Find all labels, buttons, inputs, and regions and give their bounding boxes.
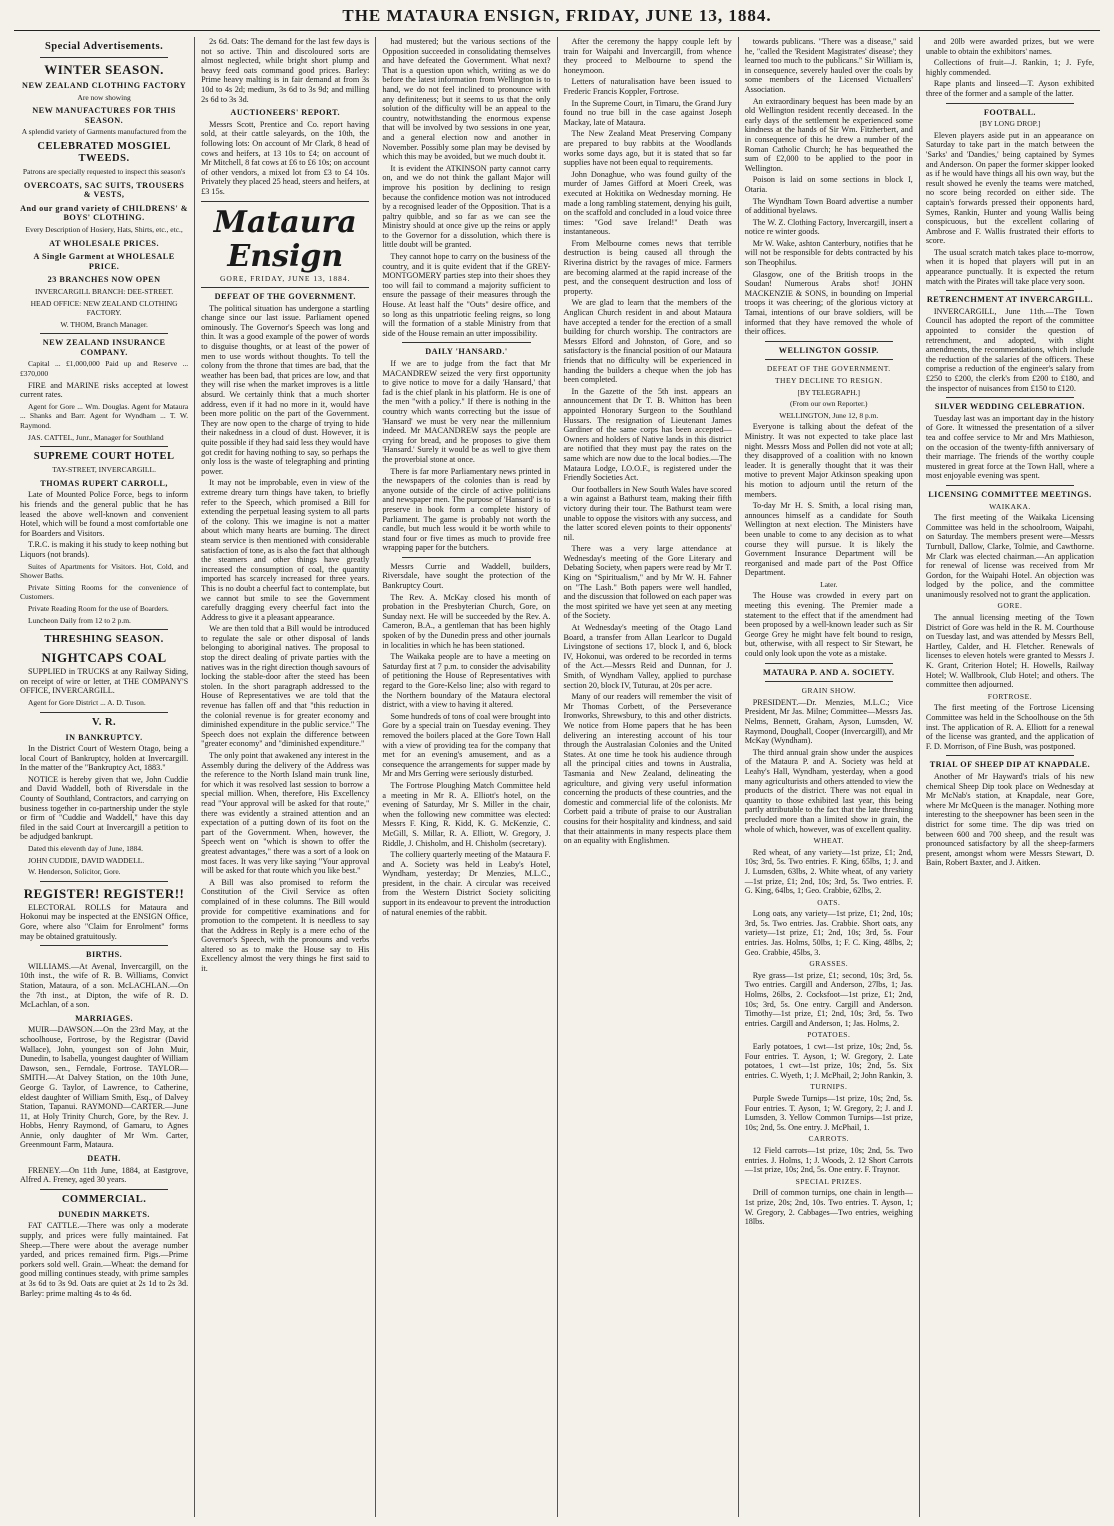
divider xyxy=(40,712,168,713)
signed-text: JOHN CUDDIE, DAVID WADDELL. xyxy=(28,855,145,865)
society-heading: MATAURA P. AND A. SOCIETY. xyxy=(763,667,895,677)
dated-text: Dated this eleventh day of June, 1884. xyxy=(28,844,143,854)
turnips-text: Purple Swede Turnips—1st prize, 10s; 2nd, 5s. Four entries. T. Ayson, 1; W. Gregory, 2; J. and J. Lumsden, 3. Yellow Common Turnips—1st prize, 10s; 2nd, 5s. One entry. J. McPhail, 1. xyxy=(744,1093,913,1132)
trc-text: T.R.C. is making it his study to keep nothing but Liquors (not brands). xyxy=(20,540,189,559)
divider xyxy=(765,663,893,664)
nightcaps-heading: NIGHTCAPS COAL xyxy=(41,650,167,666)
column-5 xyxy=(739,37,920,1517)
marriages-heading: MARRIAGES. xyxy=(75,1013,134,1023)
branches-text: 23 BRANCHES NOW OPEN xyxy=(47,275,161,285)
now-showing: Are now showing xyxy=(77,92,131,102)
waikaka-text: The first meeting of the Waikaka Licensing Committee was held in the schoolroom, Waipahi, on Saturday. The members present were—Messrs Turnbull, Dallow, Clarke, Tolmie, and Cawthorne. Mr Clark was elected chairman.—An application for renewal of license was received from Mr Gordon, for the Waipahi Hotel. An objection was lodged by the police, and the committee unanimously resolved not to grant the application. xyxy=(925,513,1095,599)
masthead: THE MATAURA ENSIGN, FRIDAY, JUNE 13, 1884. xyxy=(14,6,1100,31)
notice-text: NOTICE is hereby given that we, John Cuddie and David Waddell, both of Riversdale in the County of Southland, Contractors, and carrying on business together in co-partnership under the style or firm of "Cuddie and Waddell," have this day filed in the said Court at Invercargill a petition to be adjudged bankrupt. xyxy=(20,774,189,842)
column-3 xyxy=(376,37,557,1517)
news-item: Messrs Currie and Waddell, builders, Riversdale, have sought the protection of the Bankruptcy Court. xyxy=(382,561,551,591)
capital-text: Capital ... £1,000,000 Paid up and Reserve ... £370,000 xyxy=(20,359,189,379)
divider xyxy=(40,333,168,334)
news-item: Many of our readers will remember the visit of Mr Thomas Corbett, of the Perseverance Ironworks, Shrewsbury, to this and other districts. We notice from Home papers that he has been delivering an interesting account of his tour through the Australasian Colonies and the United States. At one time he took his audience through all the principal cities and towns in Australia, Tasmania and New Zealand, delineating the agriculture, and giving very useful information concerning the products of these countries, and the domestic and commercial life of the colonists. Mr Corbett paid a tribute of praise to our Australian cousins for their hospitality and kindness, and said that their attainments in many respects place them on an equality with Englishmen. xyxy=(563,692,732,846)
grasses-text: Rye grass—1st prize, £1; second, 10s; 3rd, 5s. Two entries. Cargill and Anderson, 27lbs, 1; Jas. Holms, 26lbs, 2. Cocksfoot—1st prize, £1; 2nd, 10s; 3rd, 5s. One entry. Cargill and Anderson. Timothy—1st prize, £1; 2nd, 10s; 3rd, 5s. Two entries. Cargill and Anderson, 1; Jas. Holms, 2. xyxy=(744,970,913,1028)
childrens-text: And our grand variety of CHILDRENS' & BOYS' CLOTHING. xyxy=(20,203,189,223)
news-item: At Wednesday's meeting of the Otago Land Board, a transfer from Allan Learlcor to Dugald Livingstone of sections 17, block I, and 6, block IV, Hokonui, was ordered to be recorded in terms of the Act.—Messrs Reid and Dunnan, for J. Smith, of Wyndham Valley, applied to purchase section 20, block IV, Tuturau, at 20s per acre. xyxy=(563,623,732,690)
potatoes-heading: POTATOES. xyxy=(807,1030,851,1040)
news-item: The Fortrose Ploughing Match Committee held a meeting in Mr R. A. Elliott's hotel, on the evening of Saturday, Mr S. Miller in the chair, when the following new committee was elected: Messrs F. King, R. Kidd, K. G. McKenzie, C. McGill, S. Millar, R. A. Elliott, W. Gregory, J. Riddle, J. Chisholm, and H. Chisholm (secretary). xyxy=(382,780,551,848)
news-item: towards publicans. "There was a disease," said he, "called the 'Resident Magistrates' disease'; they learned too much to the publicans." Sir William is, in consequence, severely hauled over the coals by some members of the Licensed Victuallers' Association. xyxy=(744,37,913,94)
sheep-dip-heading: TRIAL OF SHEEP DIP AT KNAPDALE. xyxy=(929,760,1091,770)
register-heading: REGISTER! REGISTER!! xyxy=(23,885,185,901)
news-item: Mr W. Wake, ashton Canterbury, notifies that he will not be responsible for debts contracted by his son Theophilus. xyxy=(744,238,913,268)
divider xyxy=(402,557,530,558)
article-paragraph: They cannot hope to carry on the business of the country, and it is quite evident that if the GREY-MONTGOMERY parties step into their shoes they too will fail to command a majority sufficient to ensure the passage of their measures through the House. At least half the "Outs" desire office, and so long as this unpatriotic feeling reigns, so long will the formation of a stable Ministry from that side of the House remain an utter impossibility. xyxy=(382,252,551,338)
news-item: Letters of naturalisation have been issued to Frederic Francis Koppler, Fortrose. xyxy=(563,77,732,96)
news-item: Rape plants and linseed—T. Ayson exhibited three of the former and a sample of the latter. xyxy=(925,79,1095,98)
overcoats-text: OVERCOATS, SAC SUITS, TROUSERS & VESTS, xyxy=(23,180,185,200)
supreme-court-hotel: SUPREME COURT HOTEL xyxy=(33,451,175,463)
news-item: The Wyndham Town Board advertise a number of additional byelaws. xyxy=(744,196,913,216)
column-6 xyxy=(920,37,1100,1517)
news-item: Our footballers in New South Wales have scored a win against a Bathurst team, making their fifth victory during their tour. The Bathurst team were unable to oppose the visitors with any success, and the latter scored eleven points to their opponents' nil. xyxy=(563,484,732,542)
hansard-text: If we are to judge from the fact that Mr MACANDREW seized the very first opportunity to give notice to move for a daily 'Hansard,' that fad is the chief plank in his platform. He is one of the men "with a policy." If there is nothing in the country which wants correcting but the issue of 'Hansard' we must be very near the millennium indeed. Mr MACANDREW says the people are crying for bread, and he proposes to give them 'Hansard.' Surely it would be as well to give them the proverbial stone at once. xyxy=(382,359,551,464)
article-paragraph: It is evident the ATKINSON party cannot carry on, and we do not think the gallant Major will improve his position by declining to resign because the confidence motion was not introduced by a recognised leader of the Opposition. That is a paltry quibble, and so far as we can see the Ministry should at once give up the reins or apply to the Governor for a dissolution, which there is little doubt will be granted. xyxy=(382,163,551,250)
waikaka-subheading: WAIKAKA. xyxy=(989,501,1031,511)
news-item: and 20lb were awarded prizes, but we were unable to obtain the exhibitors' names. xyxy=(925,37,1095,56)
president-text: PRESIDENT.—Dr. Menzies, M.L.C.; Vice President, Mr Jas. Milne; Committee—Messrs Jas. Nelms, Bennett, Graham, Ayson, Lumsden, W. Raymond, Doughall, Cooper (Invercargill), and Mr McKay (Wyndham). xyxy=(744,697,913,746)
news-item: The W. Z. Clothing Factory, Invercargill, insert a notice re winter goods. xyxy=(744,217,913,237)
turnips-heading: TURNIPS. xyxy=(810,1082,848,1092)
invercargill-branch: INVERCARGILL BRANCH: DEE-STREET. xyxy=(35,286,174,296)
nightcaps-text: SUPPLIED in TRUCKS at any Railway Siding, on receipt of wire or letter, at THE COMPANY'S OFFICE, INVERCARGILL. xyxy=(20,667,189,696)
carroll-heading: THOMAS RUPERT CARROLL, xyxy=(40,478,168,488)
special-text: Drill of common turnips, one chain in length—1st prize, 20s; 2nd, 10s. Two entries. T. Ayson, 1; W. Gregory, 2. Cabbages—Two entries, weighing 18lbs. xyxy=(744,1188,913,1227)
wheat-text: Red wheat, of any variety—1st prize, £1; 2nd, 10s; 3rd, 5s. Two entries. F. King, 65lbs, 1; J. and J. Lumsden, 63lbs, 2. White wheat, of any variety—1st prize, £1; 2nd, 10s; 3rd, 5s. Two entries. F. G. King, 64lbs, 1; Geo. Crabbie, 62lbs, 2. xyxy=(744,847,913,896)
carrots-text: 12 Field carrots—1st prize, 10s; 2nd, 5s. Two entries. J. Holms, 1; J. Woods, 2. 12 Short Carrots—1st prize, 10s; 2nd, 5s. One entry. F. Traynor. xyxy=(744,1145,913,1175)
leader-paragraph: A Bill was also promised to reform the Constitution of the Civil Service as often complained of in these columns. The Bill would provide for competitive examinations and for promotion to the competent. It is needless to say that the Address in Reply is a mere echo of the Governor's Speech, with the pronouns and verbs altered so as to make the House say to His Excellency almost the very things he first said to it. xyxy=(201,877,370,974)
electoral-text: ELECTORAL ROLLS for Mataura and Hokonui may be inspected at the ENSIGN Office, Gore, where also "Claim for Enrolment" forms may be obtained gratuitously. xyxy=(20,902,189,941)
football-text-2: The usual scratch match takes place to-morrow, when it is hoped that players will put in an appearance punctually. It is expected the return match with the Pirates will take place very soon. xyxy=(925,247,1095,286)
divider xyxy=(765,341,893,342)
show-text: The third annual grain show under the auspices of the Mataura P. and A. Society was held at Leahy's Hall, Wyndham, yesterday, when a good many agriculturists and others attended to view the products of the district. There was not equal in quantity to those exhibited last year, this being partly attributable to the fact that the late threshing precluded more than a limited show in grain, the whole of which, however, was of excellent quality. xyxy=(744,747,913,834)
later-tag: Later. xyxy=(820,579,838,589)
divider xyxy=(40,629,168,630)
every-text: Every Description of Hosiery, Hats, Shirts, etc., etc., xyxy=(25,224,183,234)
death-heading: DEATH. xyxy=(87,1154,121,1164)
news-item: An extraordinary bequest has been made by an old Wellington resident recently deceased. In the early days of the settlement he experienced some kindness at the hands of Sir Wm. Fitzherbert, and in consequence of this he drew a number of the Roman Catholic Church; he has bequeathed the sum of £2,000 to be applied to the poor in Wellington. xyxy=(744,96,913,173)
divider xyxy=(402,342,530,343)
potatoes-text: Early potatoes, 1 cwt—1st prize, 10s; 2nd, 5s. Four entries. T. Ayson, 1; W. Gregory, 2. Late potatoes, 1 cwt—1st prize, 10s; 2nd, 5s. Six entries. C. Wyeth, 1; J. McPhail, 2; John Rankin, 3. xyxy=(744,1042,913,1080)
wellington-gossip-heading: WELLINGTON GOSSIP. xyxy=(778,345,879,355)
oats-text: 2s 6d. Oats: The demand for the last few days is not so active. Thin and discoloured sorts are almost neglected, while bright short plump and heavy feed oats command good prices. Barley: Prime heavy malting is in fair demand at from 3s 10d to 4s 2d; medium, 3s 6d to 3s 9d; and milling 2s 6d to 3s 3d. xyxy=(201,37,370,104)
births-text: WILLIAMS.—At Avenal, Invercargill, on the 10th inst., the wife of R. B. Williams, Convict Station, Mataura, of a son. McLACHLAN.—On the 7th inst., at Dipton, the wife of R. D. McLachlan, of a son. xyxy=(20,961,189,1010)
news-item: The Rev. A. McKay closed his month of probation in the Presbyterian Church, Gore, on Sunday next. He will be succeeded by the Rev. A. Cameron, B.A., a gentleman that has been highly spoken of by the Dunedin press and other journals in localities in which he has been stationed. xyxy=(382,592,551,650)
reading-room: Private Reading Room for the use of Boarders. xyxy=(28,603,169,613)
divider xyxy=(201,287,369,288)
hansard-heading: DAILY 'HANSARD.' xyxy=(425,347,508,357)
divider xyxy=(40,945,168,946)
gossip-paragraph: The House was crowded in every part on meeting this evening. The Premier made a statement to the effect that if the amendment had been proposed by a well-known leader such as Sir George Grey he might have felt bound to resign, but, otherwise, with all respect to Sir Stewart, he could only look upon the vote as a mistake. xyxy=(744,591,913,659)
news-item: In the Gazette of the 5th inst. appears an announcement that Dr T. B. Whitton has been appointed Honorary Surgeon to the Southland Hussars. The resignation of Lieutenant James Gardiner of the same corps has been accepted—Owners and holders of Native lands in this district are notified that they must pay the rates on the same which are now due to the local bodies.—The Mataura Lodge, I.O.O.F., is registered under the Friendly Societies Act. xyxy=(563,386,732,483)
cattel-text: JAS. CATTEL, Junr., Manager for Southland xyxy=(28,432,164,442)
mosgiel-heading: CELEBRATED MOSGIEL TWEEDS. xyxy=(37,140,171,164)
nz-clothing-factory: NEW ZEALAND CLOTHING FACTORY xyxy=(22,81,187,90)
commercial-heading: COMMERCIAL. xyxy=(61,1193,147,1205)
carroll-text: Late of Mounted Police Force, begs to inform his friends and the general public that he has leased the above well-known and convenient Hotel, which will be found a most comfortable one for Boarders and Visitors. xyxy=(20,490,189,538)
telegraph-tag: [BY TELEGRAPH.] xyxy=(797,387,861,397)
newspaper-nameplate: Mataura Ensign xyxy=(213,204,357,274)
private-rooms: Private Sitting Rooms for the convenience of Customers. xyxy=(20,582,189,602)
news-item: We are glad to learn that the members of the Anglican Church resident in and about Mataura have accepted a tender for the erection of a small building for church worship. The contractors are Messrs Elford and Johnston, of Gore, and so satisfactory is the financial position of our Mataura friends that no difficulty will be experienced in handing the builders a cheque when the job has been completed. xyxy=(563,298,732,385)
news-item: Glasgow, one of the British troops in the Soudan! Numerous Arabs shot! JOHN MACKENZIE & SONS, in bounding on Imperial troops it was cheering; of the glorious victory at Tamai, intentions of our brave soldiers, will be informed that they have removed the whole of their offices. xyxy=(744,269,913,337)
divider xyxy=(40,1189,168,1190)
fortrose-subheading: FORTROSE. xyxy=(987,691,1033,701)
retrenchment-heading: RETRENCHMENT AT INVERCARGILL. xyxy=(926,295,1094,305)
leader-paragraph: The political situation has undergone a startling change since our last issue. Parliament opened ominously. The Governor's Speech was long and thin. It was a good example of the power of words to disguise thoughts, or at least of the power of men to use words without thoughts. To tell the colony from the throne that times are bad, that the weather has been bad, that prices are low, and that they will rise when the market improves is a little absurd. We certainly think that a much shorter address, even if it had no more in it, would have been more politic on the part of the Government. They are now open to the charge of trying to hide their nakedness in a cloud of dust. However, it is quite possible if they had said less they would have got credit for having nothing to say, so perhaps the only loss is the waste of telegraphing and printing power. xyxy=(201,303,370,476)
divider xyxy=(946,103,1074,104)
winter-season-heading: WINTER SEASON. xyxy=(44,62,164,77)
wellington-date: WELLINGTON, June 12, 8 p.m. xyxy=(779,410,879,420)
carrots-heading: CARROTS. xyxy=(808,1134,849,1144)
luncheon: Luncheon Daily from 12 to 2 p.m. xyxy=(28,615,131,625)
silver-text: Tuesday last was an important day in the history of Gore. It witnessed the presentation of a silver tea and coffee service to Mr and Mrs Mathieson, on the occasion of the twenty-fifth anniversary of their marriage. The friends of the worthy couple mustered in great force at the Town Hall, where a most enjoyable evening was spent. xyxy=(925,413,1095,481)
splendid-text: A splendid variety of Garments manufactured from the xyxy=(21,127,187,137)
suites-text: Suites of Apartments for Visitors. Hot, Cold, and Shower Baths. xyxy=(20,561,189,581)
patrons-text: Patrons are specially requested to inspect this season's xyxy=(22,166,186,176)
article-paragraph: had mustered; but the various sections of the Opposition succeeded in consolidating themselves and have defeated the Government. What next? That is a question upon which, writing as we do before the latest information from Wellington is to hand, we do not feel inclined to pronounce with any definiteness; but it seems to us that the only solution of the difficulty will be an appeal to the country, notwithstanding the enormous expense that will be involved by two sessions in one year, and a general election now and another in November. Possibly some plan may be devised by which this may be avoided, but we much doubt it. xyxy=(382,37,551,162)
henderson-text: W. Henderson, Solicitor, Gore. xyxy=(28,867,121,877)
defeat-heading: DEFEAT OF THE GOVERNMENT. xyxy=(214,292,356,302)
agents-text: Agent for Gore ... Wm. Douglas. Agent for Mataura ... Shanks and Barr. Agent for Wyndham ... T. W. Raymond. xyxy=(20,401,189,431)
divider xyxy=(946,485,1074,486)
single-garment: A Single Garment at WHOLESALE PRICE. xyxy=(33,252,175,271)
markets-text: FAT CATTLE.—There was only a moderate supply, and prices were fully maintained. Fat Sheep.—There were about the average number yarded, and prices remained firm. Pigs.—Prime porkers sold well. Grain.—Wheat: the demand for good milling continues steady, with prime samples at 3s 6d to 3s 9d. Oats are quiet at 2s 1d to 2s 3d. Barley: prime malting 4s to 4s 6d. xyxy=(20,1221,189,1298)
oats-prizes: Long oats, any variety—1st prize, £1; 2nd, 10s; 3rd, 5s. Two entries. Jas. Crabbie. Short oats, any variety—1st prize, £1; 2nd, 10s; 3rd, 5s. Four entries. Jas. Holms, 50lbs, 1; F. C. King, 48lbs, 2; Geo. Crabbie, 45lbs, 3. xyxy=(744,909,913,957)
bankruptcy-text: In the District Court of Western Otago, being a local Court of Bankruptcy, holden at Invercargill. In the matter of the "Bankruptcy Act, 1883." xyxy=(20,744,189,773)
insurance-heading: NEW ZEALAND INSURANCE COMPANY. xyxy=(42,338,166,357)
death-text: FRENEY.—On 11th June, 1884, at Eastgrove, Alfred A. Freney, aged 30 years. xyxy=(20,1165,189,1185)
news-item: There was a very large attendance at Wednesday's meeting of the Gore Literary and Debating Society, when papers were read by Mr T. King on "Spiritualism," and by Mr W. H. Fahner on "The Lash." Both papers were well handled, and the discussion that followed on each paper was the most spirited we have yet seen at any meeting of the Society. xyxy=(563,544,732,621)
marriages-text: MUIR—DAWSON.—On the 23rd May, at the schoolhouse, Fortrose, by the Registrar (David Wallace), John, youngest son of John Muir, Dunedin, to Isabella, youngest daughter of William Dawson, sen., Ferndale, Fortrose. TAYLOR—SMITH.—At Dalvey Station, on the 10th June, George G. Taylor, of Lawrence, to Catherine, eldest daughter of William Smith, Esq., of Dalvey Station, Tapanui. RAYMOND—CARTER.—June 11, at Holy Trinity Church, Gore, by the Rev. J. Hobbs, Henry Raymond, of Gamaru, to Agnes Annie, only daughter of Mr Wm. Carter, Greenmount Farm, Mataura. xyxy=(20,1025,189,1150)
grasses-heading: GRASSES. xyxy=(809,959,849,969)
own-reporter: (From our own Reporter.) xyxy=(790,399,868,409)
columns xyxy=(14,37,1100,1517)
gossip-paragraph: Everyone is talking about the defeat of the Ministry. It was not expected to take place last night. Messrs Moss and Pollen did not vote at all; they disapproved of a coalition with no known leader. It is generally thought that it was their motive to prevent Major Atkinson speaking upon his motion to adjourn until the return of the members. xyxy=(744,422,913,499)
football-text: Eleven players aside put in an appearance on Saturday to take part in the match between the 'Sarks' and 'Dandies,' being captained by Symes and Anderson. On paper the former skipper looked as if he would have things all his own way, but the result showed he evenly the teams were matched, no score being recorded on either side. The captain's forwards pressed their opponents hard, Symes, Rankin, Hunter and young Wallis being conspicuous, but the excellent collaring of Ambrose and F. Wallis frustrated their efforts to score. xyxy=(925,130,1095,246)
wholesale-text: AT WHOLESALE PRICES. xyxy=(49,238,160,248)
news-item: Collections of fruit—J. Rankin, 1; J. Fyfe, highly commended. xyxy=(925,58,1095,77)
news-item: The Waikaka people are to have a meeting on Saturday first at 7 p.m. to consider the advisability of petitioning the House of Representatives with regard to the Gore-Kelso line; also with regard to the Northern boundary of the Mataura electoral district, with a view to having it altered. xyxy=(382,652,551,710)
news-item: The colliery quarterly meeting of the Mataura F. and A. Society was held in Leaby's Hotel, Wyndham, yesterday; Dr Menzies, M.L.C., president, in the chair. A circular was received from the Western District Society soliciting support in its endeavour to prevent the introduction of natural enemies of the rabbit. xyxy=(382,850,551,917)
dunedin-markets: DUNEDIN MARKETS. xyxy=(58,1209,150,1219)
special-ads-heading: Special Advertisements. xyxy=(44,41,164,52)
news-item: In the Supreme Court, in Timaru, the Grand Jury found no true bill in the case against Joseph Mackay, late of Mataura. xyxy=(563,98,732,127)
wheat-heading: WHEAT. xyxy=(813,836,845,846)
tuson-text: Agent for Gore District ... A. D. Tuson. xyxy=(28,697,146,707)
long-drop-tag: [BY LONG DROP.] xyxy=(979,119,1041,129)
gore-text: The annual licensing meeting of the Town District of Gore was held in the R. M. Courthouse on Tuesday last, and was attended by Messrs Bell, Hartley, Calder, and H. Fletcher. Renewals of licenses to eleven hotels were granted to Messrs J. K. Grant, Criterion Hotel; H. Howells, Railway Hotel; W. Wallbrook, Club Hotel; and others. The committee then adjourned. xyxy=(925,613,1095,690)
news-item: The New Zealand Meat Preserving Company are prepared to buy rabbits at the Woodlands works some days ago, but it is stated that so far supplies have not been equal to requirements. xyxy=(563,129,732,168)
hansard-text-2: There is far more Parliamentary news printed in the newspapers of the colonies than is read by anyone outside of the circle of active politicians and newspaper men. The purpose of 'Hansard' is to preserve in book form a complete history of Parliament. The game is probably not worth the candle, but much less would it be worth while to stand four or five times as much to provide free wrapping paper for the butchers. xyxy=(382,466,551,553)
column-4 xyxy=(558,37,739,1517)
divider xyxy=(946,755,1074,756)
branch-manager: W. THOM, Branch Manager. xyxy=(60,319,148,329)
manufactures-text: NEW MANUFACTURES FOR THIS SEASON. xyxy=(32,106,176,125)
divider xyxy=(946,290,1074,291)
column-2 xyxy=(195,37,376,1517)
divider xyxy=(946,397,1074,398)
gore-subheading: GORE. xyxy=(997,601,1023,611)
auction-text: Messrs Scott, Prentice and Co. report having sold, at their cattle saleyards, on the 10th, the following lots: On account of Mr Clark, 8 head of cows and heifers, at 13 10s to £4; on account of Mr Mitchell, 8 fat cows at £6 to £6 10s; on account of other vendors, a mixed lot from £3 to £4 10s. Privately they placed 25 head, steers and heifers, at £3 15s. xyxy=(201,119,370,196)
sheep-dip-text: Another of Mr Hayward's trials of his new chemical Sheep Dip took place on Wednesday at Mr McNab's station, at Knapdale, near Gore, where Mr McQueen is the manager. Nothing more interesting to the sheepowner has been seen in the district for some time. The dip was tried on between 600 and 700 sheep, and the result was pronounced satisfactory by all the sheep-farmers present, amongst whom were Messrs Stewart, D. Bain, Robert Baxter, and J. Aitken. xyxy=(925,771,1095,868)
births-heading: BIRTHS. xyxy=(85,950,123,960)
dateline: GORE, FRIDAY, JUNE 13, 1884. xyxy=(220,273,351,283)
defeat-subheading: DEFEAT OF THE GOVERNMENT. xyxy=(766,364,891,374)
divider xyxy=(201,201,369,202)
decline-subheading: THEY DECLINE TO RESIGN. xyxy=(774,376,883,385)
oats-heading: OATS. xyxy=(817,897,841,907)
news-item: John Donaghue, who was found guilty of the murder of James Gifford at Moeri Creek, was executed at Hokitika on Wednesday morning. He made a long rambling statement, denying his guilt, on the scaffold and concluded in a loud voice three times: "God save Ireland!" Death was instantaneous. xyxy=(563,169,732,237)
licensing-heading: LICENSING COMMITTEE MEETINGS. xyxy=(928,489,1092,499)
leader-paragraph: The only point that awakened any interest in the Assembly during the delivery of the Address was the reference to the North Island main trunk line, for which it was resolved last session to borrow a special million. When, therefore, His Excellency read "Your approval will be asked for that route," there was evidently a strained attention and an expectation of a putting down of its foot on the part of the Government. When, however, the Speech went on "which is shown to offer the greatest advantages," there was a sort of a look on most faces. It was very like saying "Your approval will be asked for that route which you like best." xyxy=(201,751,370,876)
divider xyxy=(765,681,893,682)
news-item: Some hundreds of tons of coal were brought into Gore by a special train on Tuesday evening. They removed the boilers placed at the Gore Town Hall with a view of providing tea for the company that met for an evening's amusement, and as a consequence the arrangements for supper made by Mr and Mrs Gerring were seriously disturbed. xyxy=(382,711,551,779)
divider xyxy=(40,446,168,447)
divider xyxy=(40,57,168,58)
silver-wedding-heading: SILVER WEDDING CELEBRATION. xyxy=(934,402,1085,412)
retrenchment-text: INVERCARGILL, June 11th.—The Town Council has adopted the report of the committee appointed to consider the question of retrenchment, and adopted, with slight amendments, the recommendations, which include the reduction of the salaries of the officers. These comprise a reduction of the engineer's salary from £250 to £200, the clerk's from £200 to £180, and the inspector of nuisances from £150 to £120. xyxy=(925,306,1095,393)
news-item: Poison is laid on some sections in block I, Otaria. xyxy=(744,175,913,194)
football-heading: FOOTBALL. xyxy=(983,107,1036,117)
fire-text: FIRE and MARINE risks accepted at lowest current rates. xyxy=(20,380,189,400)
vr-heading: V. R. xyxy=(91,716,117,728)
special-prizes-heading: SPECIAL PRIZES. xyxy=(795,1176,862,1186)
bankruptcy-heading: IN BANKRUPTCY. xyxy=(65,732,143,742)
fortrose-text: The first meeting of the Fortrose Licensing Committee was held in the Schoolhouse on the 5th inst. The application of R. A. Elliott for a renewal of the license was granted, and the application of F. D. Morrison, of Fine Bush, was postponed. xyxy=(925,703,1095,751)
auctioneers-heading: AUCTIONEERS' REPORT. xyxy=(230,108,341,118)
tay-street: TAY-STREET, INVERCARGILL. xyxy=(52,465,156,475)
leader-paragraph: We are then told that a Bill would be introduced to regulate the sale or other disposal of lands belonging to aboriginal natives. The proposal to stop the direct dealing of private parties with the natives was in the right direction though savours of locking the stable-door after the steed has been stolen. In the short paragraph addressed to the House of Representatives we are told that the revenue has fallen off and that "this reduction in the colonial revenue is for greater economy and diminished expenditure in the public service." The Speech does not explain the difference between "greater economy" and "diminished expenditure." xyxy=(201,624,370,749)
threshing-heading: THRESHING SEASON. xyxy=(44,634,164,646)
news-item: From Melbourne comes news that terrible destruction is being caused all through the Riverina district by the ravages of mice. Farmers are becoming alarmed at the rapid increase of the pest, and the consequent destruction and loss of property. xyxy=(563,238,732,296)
divider xyxy=(765,359,893,360)
news-item: After the ceremony the happy couple left by train for Waipahi and Invercargill, from whence they proceed to Melbourne to spend the honeymoon. xyxy=(563,37,732,75)
head-office: HEAD OFFICE: NEW ZEALAND CLOTHING FACTORY. xyxy=(30,298,178,318)
grain-show-subheading: GRAIN SHOW. xyxy=(801,686,856,696)
gossip-paragraph: To-day Mr H. S. Smith, a local rising man, announces himself as a candidate for South Wellington at next election. The Ministers have been unable to come to any decision as to what course they will pursue. It is likely the Government Insurance Department will be reorganised and made part of the Post Office Department. xyxy=(744,501,913,578)
leader-paragraph: It may not be improbable, even in view of the extreme dreary turn things have taken, to briefly refer to the Speech, which promised a Bill for extending the perpetual leasing system to all parts of the colony. This we imagine is not a matter about which many hearts are burning. The direct steam service is then mentioned with considerable satisfaction of tone, as is also the fact that although the steamers and other things have greatly increased the consumption of coal, the quantity imported has scarcely increased for three years. This is no doubt a cheerful fact to contemplate, but we cannot but smile to see the Government carefully dragging every cheerful fact into the Address to give it a pleasant appearance. xyxy=(201,478,370,622)
divider xyxy=(40,881,168,882)
column-1 xyxy=(14,37,195,1517)
